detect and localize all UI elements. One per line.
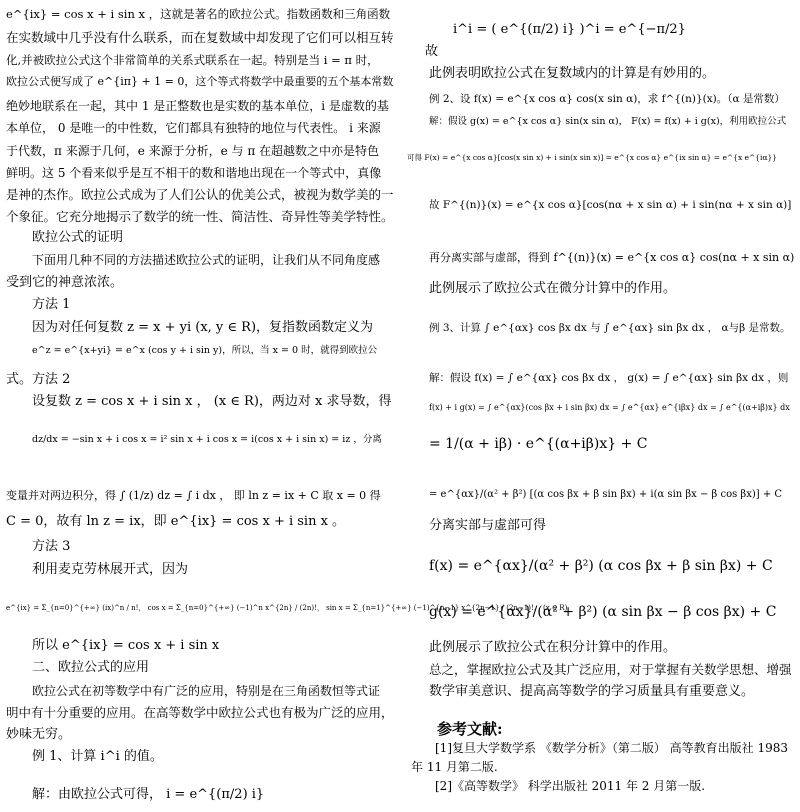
example-2-conclusion: 此例展示了欧拉公式在微分计算中的作用。	[429, 281, 677, 296]
reference-1-line-1: [1]复旦大学数学系 《数学分析》（第二版） 高等教育出版社 1983	[435, 741, 788, 755]
references-title: 参考文献:	[437, 720, 503, 738]
intro-line-3: 化,并被欧拉公式这个非常简单的关系式联系在一起。特别是当 i = π 时，	[6, 53, 379, 67]
example-1-formula: i^i = ( e^{(π/2) i} )^i = e^{−π/2}	[453, 22, 686, 37]
method-1-line-1: 因为对任何复数 z = x + yi (x, y ∈ R)，复指数函数定义为	[32, 320, 374, 335]
summary-line-2: 数学审美意识、提高高等数学的学习质量具有重要意义。	[429, 684, 755, 699]
method-2-heading: 式。方法 2	[6, 372, 71, 387]
method-3-line-1: 利用麦克劳林展开式，因为	[32, 562, 189, 577]
example-2-solution-1: 解：假设 g(x) = e^{x cos α} sin(x sin α)， F(x) = f(x) + i g(x)，利用欧拉公式	[429, 116, 787, 127]
applications-line-3: 妙味无穷。	[6, 727, 72, 742]
intro-line-2: 在实数域中几乎没有什么联系，而在复数域中却发现了它们可以相互转	[6, 30, 394, 45]
example-1-heading: 例 1、计算 i^i 的值。	[32, 749, 163, 764]
example-3-heading: 例 3、计算 ∫ e^{αx} cos βx dx 与 ∫ e^{αx} sin βx dx ， α与β 是常数。	[429, 322, 791, 334]
example-1-conclusion: 此例表明欧拉公式在复数域内的计算是有妙用的。	[429, 66, 716, 81]
method-1-line-2: e^z = e^{x+yi} = e^x (cos y + i sin y)，所以，当 x = 0 时，就得到欧拉公	[32, 345, 378, 356]
summary-line-1: 总之，掌握欧拉公式及其广泛应用，对于掌握有关数学思想、增强	[429, 662, 792, 677]
reference-1-line-2: 年 11 月第二版.	[411, 760, 498, 774]
example-1-therefore: 故	[425, 44, 439, 59]
example-2-nth-derivative: 故 F^{(n)}(x) = e^{x cos α}[cos(nα + x sin α) + i sin(nα + x sin α)]	[429, 199, 792, 211]
example-3-f-result: f(x) = e^{αx}/(α² + β²) (α cos βx + β sin βx) + C	[429, 558, 773, 574]
section-heading-applications: 二、欧拉公式的应用	[32, 660, 150, 675]
example-2-real-part: 再分离实部与虚部，得到 f^{(n)}(x) = e^{x cos α} cos(nα + x sin α)	[429, 251, 795, 264]
proof-intro-line-2: 受到它的神意浓浓。	[6, 275, 124, 290]
intro-line-7: 于代数，π 来源于几何，e 来源于分析，e 与 π 在超越数之中亦是特色	[6, 144, 380, 158]
applications-line-2: 明中有十分重要的应用。在高等数学中欧拉公式也有极为广泛的应用，	[6, 705, 394, 720]
intro-line-1: e^{ix} = cos x + i sin x ，这就是著名的欧拉公式。指数函数和三角函数	[6, 7, 391, 21]
method-3-result: 所以 e^{ix} = cos x + i sin x	[32, 638, 220, 653]
method-1-heading: 方法 1	[32, 297, 71, 312]
intro-line-4: 欧拉公式便写成了 e^{iπ} + 1 = 0，这个等式将数学中最重要的五个基本常数	[6, 75, 394, 88]
example-3-separate: 分离实部与虚部可得	[429, 518, 547, 533]
method-2-line-1: 设复数 z = cos x + i sin x ， (x ∈ R)，两边对 x 求导数，得	[32, 394, 392, 409]
example-2-heading: 例 2、设 f(x) = e^{x cos α} cos(x sin α)，求 f^{(n)}(x)。（α 是常数）	[429, 93, 785, 105]
intro-line-6: 本单位， 0 是唯一的中性数，它们都具有独特的地位与代表性。 i 来源	[6, 121, 381, 135]
intro-line-8: 鲜明。这 5 个看来似乎是互不相干的数和谐地出现在一个等式中，真像	[6, 166, 382, 180]
intro-line-10: 个象征。它充分地揭示了数学的统一性、简洁性、奇异性等美学特性。	[6, 209, 394, 224]
example-1-solution: 解：由欧拉公式可得， i = e^{(π/2) i}	[32, 787, 265, 802]
intro-line-5: 绝妙地联系在一起，其中 1 是正整数也是实数的基本单位，i 是虚数的基	[6, 99, 389, 113]
example-3-combined-integral: f(x) + i g(x) = ∫ e^{αx}(cos βx + i sin βx) dx = ∫ e^{αx} e^{iβx} dx = ∫ e^{(α+iβ)x} dx	[429, 403, 790, 412]
section-heading-proof: 欧拉公式的证明	[32, 230, 124, 245]
example-3-g-result: g(x) = e^{αx}/(α² + β²) (α sin βx − β cos βx) + C	[429, 604, 777, 620]
example-3-step-1: = 1/(α + iβ) · e^{(α+iβ)x} + C	[429, 436, 648, 452]
example-3-solution-1: 解：假设 f(x) = ∫ e^{αx} cos βx dx ， g(x) = ∫ e^{αx} sin βx dx ，则	[429, 372, 789, 384]
example-3-step-2: = e^{αx}/(α² + β²) [(α cos βx + β sin βx) + i(α sin βx − β cos βx)] + C	[429, 489, 783, 500]
example-2-solution-2: 可得 F(x) = e^{x cos α}[cos(x sin x) + i sin(x sin x)] = e^{x cos α} e^{ix sin α} = e^{x e^{iα}}	[407, 153, 778, 162]
method-2-derivative: dz/dx = −sin x + i cos x = i² sin x + i cos x = i(cos x + i sin x) = iz ，分离	[32, 434, 382, 445]
reference-2: [2]《高等数学》 科学出版社 2011 年 2 月第一版.	[435, 779, 706, 793]
intro-line-9: 是神的杰作。欧拉公式成为了人们公认的优美公式，被视为数学美的一	[6, 187, 394, 202]
maclaurin-series: e^{ix} = Σ_{n=0}^{+∞} (ix)^n / n!， cos x = Σ_{n=0}^{+∞} (−1)^n x^{2n} / (2n)!， sin x = Σ_{n=1}^{+∞} (−1)^{n−1} x^{2n−1} / (2n−1)!， (x ∈ R)	[6, 604, 568, 612]
example-3-conclusion: 此例展示了欧拉公式在积分计算中的作用。	[429, 640, 677, 655]
method-2-result: C = 0，故有 ln z = ix，即 e^{ix} = cos x + i sin x 。	[6, 514, 346, 529]
method-3-heading: 方法 3	[32, 539, 71, 554]
method-2-integral: 变量并对两边积分，得 ∫ (1/z) dz = ∫ i dx ， 即 ln z = ix + C 取 x = 0 得	[6, 489, 381, 502]
proof-intro-line-1: 下面用几种不同的方法描述欧拉公式的证明，让我们从不同角度感	[32, 253, 381, 267]
applications-line-1: 欧拉公式在初等数学中有广泛的应用，特别是在三角函数恒等式证	[32, 684, 381, 698]
